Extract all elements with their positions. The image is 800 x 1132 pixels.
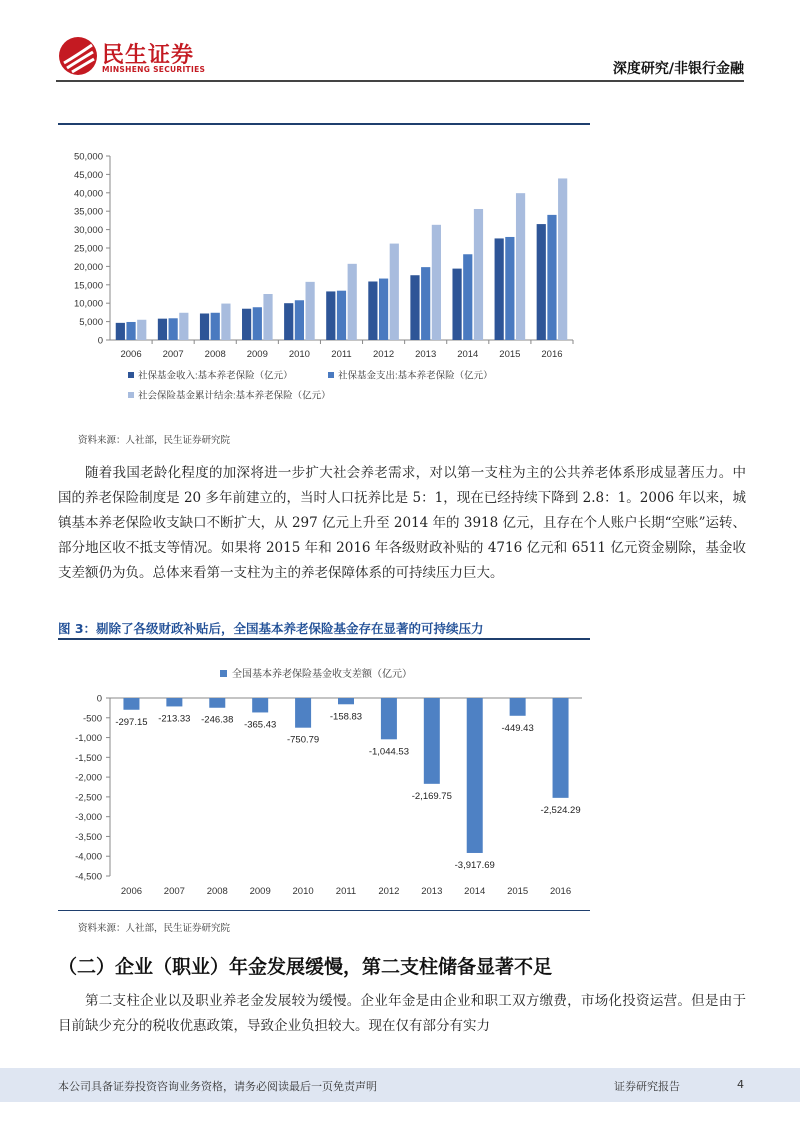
x-tick-label: 2007 [162,349,184,360]
bar-series-1 [116,323,125,340]
bar-series-2 [169,318,178,340]
bar-series-1 [200,314,209,340]
x-tick-label: 2009 [249,886,271,897]
legend-label-3: 社会保险基金累计结余:基本养老保险（亿元） [138,390,331,402]
data-label: -213.33 [158,713,191,725]
bar-series-2 [421,267,430,340]
bar-series-3 [558,178,567,340]
bar-series-1 [410,275,419,340]
bar-series-2 [379,279,388,340]
page-number: 4 [737,1078,744,1091]
x-tick-label: 2015 [507,886,529,897]
bar-series-1 [158,319,167,340]
y-tick-label: -4,500 [75,871,102,883]
chart2-bottom-rule [58,910,590,911]
brand-name-cn: 民生证券 [102,43,195,68]
bar [424,698,440,784]
bar-series-3 [179,313,188,340]
bar-series-3 [432,225,441,340]
chart1-top-rule [58,123,590,125]
x-tick-label: 2006 [120,349,142,360]
bar-series-3 [137,320,146,340]
x-tick-label: 2013 [415,349,437,360]
bar [338,698,354,704]
x-tick-label: 2012 [378,886,400,897]
y-tick-label: -2,500 [75,792,102,804]
x-tick-label: 2011 [335,886,357,897]
bar-series-3 [516,193,525,340]
x-tick-label: 2009 [246,349,268,360]
bar-series-1 [242,309,251,340]
legend-label-1: 社保基金收入:基本养老保险（亿元） [138,370,293,382]
body-paragraph [58,461,746,586]
x-tick-label: 2012 [373,349,395,360]
y-tick-label: 0 [97,335,103,347]
x-tick-label: 2013 [421,886,443,897]
y-tick-label: 10,000 [73,298,103,310]
data-label: -449.43 [501,722,534,734]
source-note-1: 资料来源：人社部，民生证券研究院 [78,435,231,446]
brand-logo [58,36,208,80]
source-note-2: 资料来源：人社部，民生证券研究院 [78,923,231,934]
legend-label: 全国基本养老保险基金收支差额（亿元） [232,669,412,680]
y-tick-label: 20,000 [73,261,103,273]
bar-series-3 [221,304,230,340]
bar-series-3 [474,209,483,340]
x-tick-label: 2007 [163,886,185,897]
bar-series-2 [337,291,346,340]
x-tick-label: 2014 [464,886,486,897]
bar-series-3 [263,294,272,340]
y-tick-label: -2,000 [75,772,102,784]
legend-swatch-3 [128,392,134,398]
bar [553,698,569,798]
legend-swatch-2 [328,372,334,378]
data-label: -2,524.29 [540,804,581,816]
legend-swatch-1 [128,372,134,378]
bar-series-1 [495,238,504,340]
bar-series-1 [284,303,293,340]
y-tick-label: -1,500 [75,752,102,764]
x-tick-label: 2015 [499,349,521,360]
y-tick-label: -500 [82,713,102,725]
bar-series-2 [505,237,514,340]
data-label: -750.79 [286,734,320,746]
data-label: -1,044.53 [368,746,409,758]
x-tick-label: 2010 [292,886,314,897]
data-label: -297.15 [115,716,148,728]
y-tick-label: 40,000 [73,188,103,200]
chart2-top-rule [58,638,590,640]
y-tick-label: -3,000 [75,812,102,824]
bar-series-1 [326,291,335,340]
data-label: -3,917.69 [454,859,495,871]
y-tick-label: 35,000 [73,206,103,218]
y-tick-label: 15,000 [73,280,103,292]
bar-series-2 [463,254,472,340]
bar [252,698,268,712]
bar-series-3 [390,244,399,340]
y-tick-label: 0 [96,693,102,705]
bar-series-1 [368,281,377,340]
y-tick-label: 45,000 [73,169,103,181]
data-label: -2,169.75 [411,790,452,802]
bar [295,698,311,728]
y-tick-label: -1,000 [75,733,102,745]
bar-series-3 [306,282,315,340]
legend-label-2: 社保基金支出:基本养老保险（亿元） [338,370,493,382]
bar-series-2 [126,322,135,340]
bar [467,698,483,853]
bar [166,698,182,706]
pension-fund-income-expense-chart [58,140,598,412]
bar [381,698,397,739]
x-tick-label: 2014 [457,349,479,360]
bar-series-2 [295,300,304,340]
bar [510,698,526,716]
bar-series-2 [547,215,556,340]
y-tick-label: 30,000 [73,225,103,237]
body-paragraph-2 [58,989,746,1039]
bar-series-2 [211,313,220,340]
document-type: 深度研究/非银行金融 [612,61,744,77]
footer-disclaimer: 本公司具备证券投资咨询业务资格，请务必阅读最后一页免责声明 [58,1080,377,1093]
bar [209,698,225,708]
y-tick-label: 5,000 [79,317,103,329]
data-label: -158.83 [329,711,363,723]
y-tick-label: 50,000 [73,151,103,163]
bar-series-2 [253,307,262,340]
x-tick-label: 2010 [288,349,310,360]
header-divider [56,80,744,82]
bar [123,698,139,710]
pension-fund-balance-gap-chart [58,660,598,900]
x-tick-label: 2016 [549,886,572,897]
section-heading: （二）企业（职业）年金发展缓慢，第二支柱储备显著不足 [58,956,553,978]
y-tick-label: 25,000 [73,243,103,255]
body-paragraph-2-text: 第二支柱企业以及职业养老金发展较为缓慢。企业年金是由企业和职工双方缴费，市场化投资运营。但是由于目前缺少充分的税收优惠政策，导致企业负担较大。现在仅有部分有实力 [58,993,746,1034]
bar-series-1 [537,224,546,340]
legend-swatch [220,670,227,677]
x-tick-label: 2016 [541,349,563,360]
x-tick-label: 2008 [204,349,226,360]
y-tick-label: -3,500 [75,831,102,843]
bar-series-3 [348,264,357,340]
body-paragraph-text: 随着我国老龄化程度的加深将进一步扩大社会养老需求，对以第一支柱为主的公共养老体系形成显著压力。中国的养老保险制度是 20 多年前建立的，当时人口抚养比是 5：1，现在已经持续下降到 2.8：1。2006 年以来，城镇基本养老保险收支缺口不断扩大，从 297 亿元上升至 2014 年的 3918 亿元，且存在个人账户长期“空账”运转、部分地区收不抵支等情况。如果将 2015 年和 2016 年各级财政补贴的 4716 亿元和 6511 亿元资金剔除，基金收支差额仍为负。总体来看第一支柱为主的养老保障体系的可持续压力巨大。 [58,465,746,581]
footer-report-type: 证券研究报告 [614,1080,680,1093]
x-tick-label: 2008 [206,886,228,897]
y-tick-label: -4,000 [75,851,102,863]
x-tick-label: 2006 [120,886,143,897]
data-label: -246.38 [201,714,234,726]
brand-mark-icon [58,36,98,76]
figure-3-title: 图 3：剔除了各级财政补贴后，全国基本养老保险基金存在显著的可持续压力 [58,621,484,636]
data-label: -365.43 [244,719,277,731]
x-tick-label: 2011 [331,349,352,360]
bar-series-1 [452,269,461,340]
brand-name-en: MINSHENG SECURITIES [102,65,206,74]
